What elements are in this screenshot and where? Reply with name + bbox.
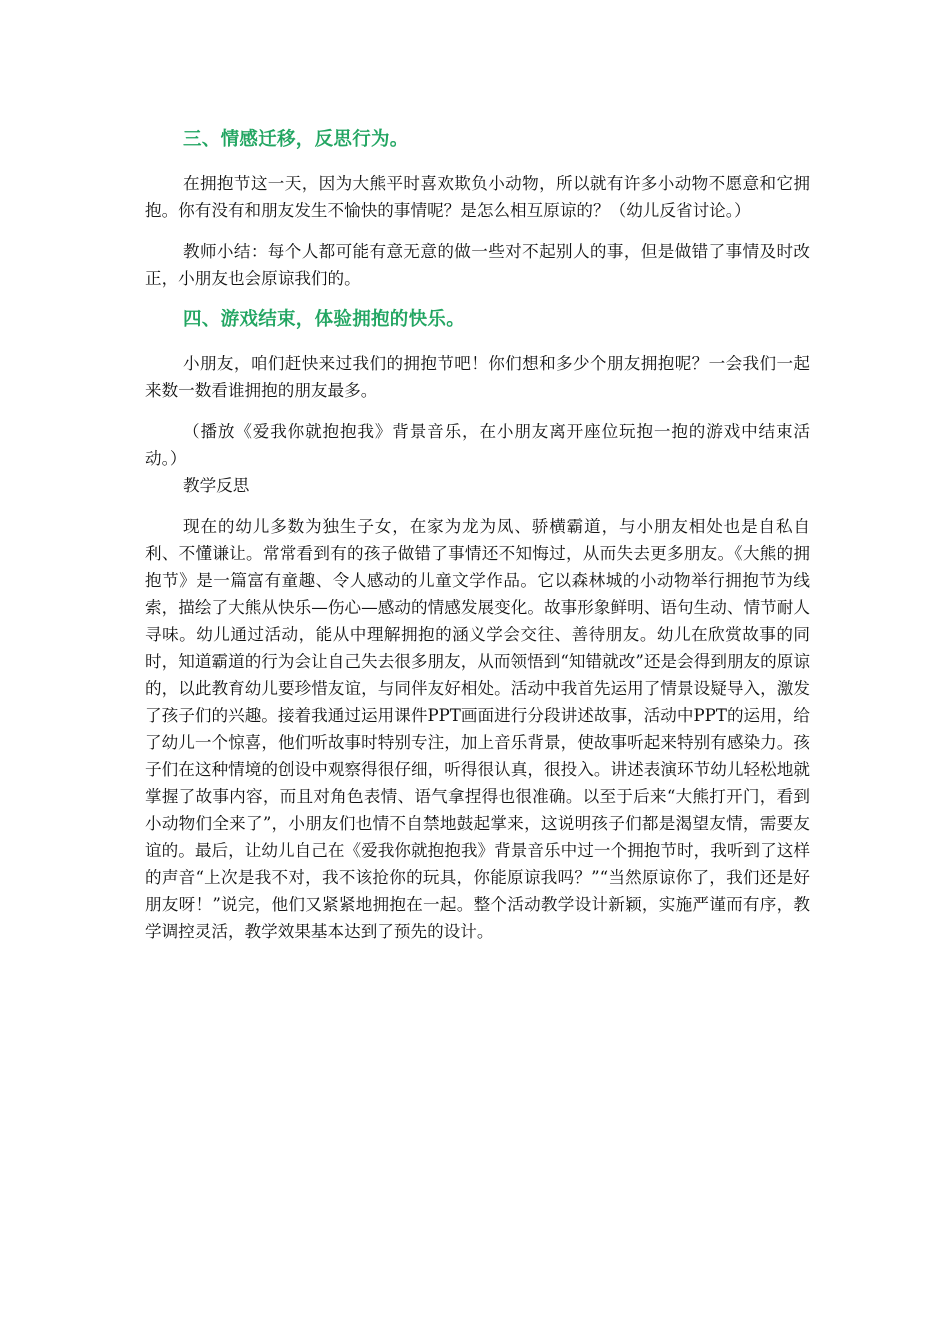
paragraph-teaching-reflection: 现在的幼儿多数为独生子女，在家为龙为凤、骄横霸道，与小朋友相处也是自私自利、不懂谦让。常常看到有的孩子做错了事情还不知悔过，从而失去更多朋友。《大熊的拥抱节》是一篇富有童趣、令人感动的儿童文学作品。它以森林城的小动物举行拥抱节为线索，描绘了大熊从快乐—伤心—感动的情感发展变化。故事形象鲜明、语句生动、情节耐人寻味。幼儿通过活动，能从中理解拥抱的涵义学会交往、善待朋友。幼儿在欣赏故事的同时，知道霸道的行为会让自己失去很多朋友，从而领悟到“知错就改”还是会得到朋友的原谅的，以此教育幼儿要珍惜友谊，与同伴友好相处。活动中我首先运用了情景设疑导入，激发了孩子们的兴趣。接着我通过运用课件PPT画面进行分段讲述故事，活动中PPT的运用，给了幼儿一个惊喜，他们听故事时特别专注，加上音乐背景，使故事听起来特别有感染力。孩子们在这种情境的创设中观察得很仔细，听得很认真，很投入。讲述表演环节幼儿轻松地就掌握了故事内容，而且对角色表情、语气拿捏得也很准确。以至于后来“大熊打开门，看到小动物们全来了”，小朋友们也情不自禁地鼓起掌来，这说明孩子们都是渴望友情，需要友谊的。最后，让幼儿自己在《爱我你就抱抱我》背景音乐中过一个拥抱节时，我听到了这样的声音“上次是我不对，我不该抢你的玩具，你能原谅我吗？”“当然原谅你了，我们还是好朋友呀！”说完，他们又紧紧地拥抱在一起。整个活动教学设计新颖，实施严谨而有序，教学调控灵活，教学效果基本达到了预先的设计。 [145, 517, 810, 941]
paragraph-hug-festival-invite: 小朋友，咱们赶快来过我们的拥抱节吧！你们想和多少个朋友拥抱呢？一会我们一起来数一数看谁拥抱的朋友最多。 [145, 354, 810, 400]
paragraph-teacher-summary: 教师小结：每个人都可能有意无意的做一些对不起别人的事，但是做错了事情及时改正，小朋友也会原谅我们的。 [145, 242, 810, 288]
reflection-title: 教学反思 [183, 476, 250, 495]
paragraph-hug-day: 在拥抱节这一天，因为大熊平时喜欢欺负小动物，所以就有许多小动物不愿意和它拥抱。你有没有和朋友发生不愉快的事情呢？是怎么相互原谅的？（幼儿反省讨论。） [145, 174, 810, 220]
paragraph-music-activity: （播放《爱我你就抱抱我》背景音乐，在小朋友离开座位玩抱一抱的游戏中结束活动。） [145, 422, 810, 468]
document-body [145, 120, 810, 945]
section-heading-emotion-transfer: 三、情感迁移，反思行为。 [183, 129, 409, 150]
section-heading-game-end: 四、游戏结束，体验拥抱的快乐。 [183, 309, 466, 330]
